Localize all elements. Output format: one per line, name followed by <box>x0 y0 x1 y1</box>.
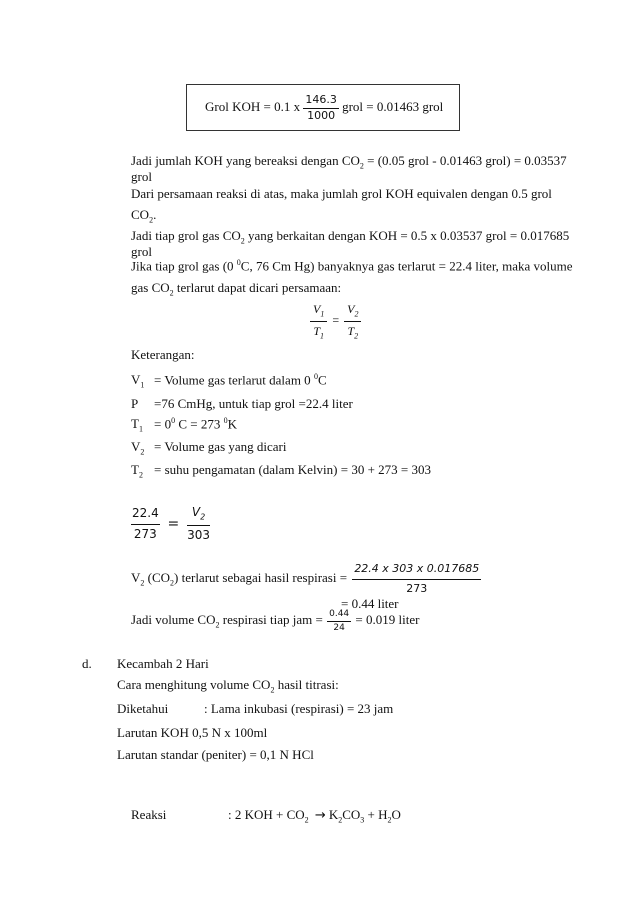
volume-per-hour: Jadi volume $CO_2$ respirasi tiap jam = $\frac{0.44}{24}$ = 0.019 liter <box>131 609 420 633</box>
arrow-right-icon: → <box>314 808 326 823</box>
paragraph-2-line-1: Dari persamaan reaksi di atas, maka jumlah grol KOH equivalen dengan 0.5 grol <box>131 186 552 201</box>
paragraph-3-line-2: grol <box>131 244 152 259</box>
keterangan-row-p: P =76 CmHg, untuk tiap grol =22.4 liter <box>131 396 353 411</box>
reaksi-equation: : 2 KOH + $CO_2 \to K_2CO_3 + H_2O$ <box>228 807 401 825</box>
box-prefix: Grol KOH = 0.1 x <box>205 99 301 114</box>
reaksi-label: Reaksi <box>131 807 167 822</box>
diketahui-value: : Lama inkubasi (respirasi) = 23 jam <box>204 701 394 716</box>
eq1-left-fraction: $\frac{V_1}{T_1}$ <box>310 303 327 340</box>
box-fraction-num: 146.3 <box>303 94 339 109</box>
paragraph-1-line-2: grol <box>131 169 152 184</box>
section-d-marker: d. <box>82 656 92 671</box>
section-d-title: Kecambah 2 Hari <box>117 656 209 671</box>
v2-calculation-result: = 0.44 liter <box>341 596 399 611</box>
box-fraction <box>303 94 339 122</box>
v2-calculation-fraction: $\frac{22.4 x 303 x 0.017685}{273}$ <box>354 561 480 595</box>
box-suffix: grol = 0.01463 grol <box>342 99 444 114</box>
section-d-method: Cara menghitung volume $CO_2$ hasil titrasi: <box>117 677 339 695</box>
larutan-standar: Larutan standar (peniter) = 0,1 N HCl <box>117 747 314 762</box>
larutan-koh: Larutan KOH 0,5 N x 100ml <box>117 725 268 740</box>
paragraph-4-line-1: Jika tiap grol gas (0 $^0$C, 76 Cm Hg) banyaknya gas terlarut = 22.4 liter, maka volume <box>131 258 573 274</box>
keterangan-row-v1: $V_1$ = Volume gas terlarut dalam 0 $^0$C <box>131 372 327 390</box>
keterangan-row-v2: $V_2$ = Volume gas yang dicari <box>131 439 287 457</box>
diketahui-label: Diketahui <box>117 701 169 716</box>
gas-law-equation: $\frac{V_1}{T_1}$ = $\frac{V_2}{T_2}$ <box>310 303 361 340</box>
box-fraction-den: 1000 <box>307 108 336 122</box>
formula-box-content <box>205 93 443 122</box>
ratio-left-fraction: $\frac{22.4}{273}$ <box>132 505 159 541</box>
volume-per-hour-fraction: $\frac{0.44}{24}$ <box>329 609 350 633</box>
ratio-right-fraction: $\frac{V_2}{303}$ <box>187 505 211 542</box>
v2-calculation: $V_2$ $(CO_2)$ terlarut sebagai hasil respirasi = $\frac{22.4 x 303 x 0.017685}{273}$ <box>131 561 480 595</box>
keterangan-row-t1: $T_1 = 0^0$ C = 273 $^0$K <box>131 416 237 434</box>
paragraph-2-line-2: $CO_2$. <box>131 207 157 225</box>
paragraph-4-line-2: gas $CO_2$ terlarut dapat dicari persamaan: <box>131 280 342 298</box>
paragraph-1-line-1: Jadi jumlah KOH yang bereaksi dengan $CO_2 = (0.05$ grol - 0.01463 grol) = 0.03537 <box>131 153 567 171</box>
paragraph-3-line-1: Jadi tiap grol gas $CO_2$ yang berkaitan dengan KOH = 0.5 x 0.03537 grol = 0.017685 <box>131 228 570 246</box>
keterangan-title: Keterangan: <box>131 347 195 362</box>
keterangan-row-t2: $T_2$ = suhu pengamatan (dalam Kelvin) = 30 + 273 = 303 <box>131 462 431 480</box>
ratio-equation: $\frac{22.4}{273}$ = $\frac{V_2}{303}$ <box>132 505 211 542</box>
formula-box <box>186 84 460 131</box>
eq1-right-fraction: $\frac{V_2}{T_2}$ <box>344 303 361 340</box>
